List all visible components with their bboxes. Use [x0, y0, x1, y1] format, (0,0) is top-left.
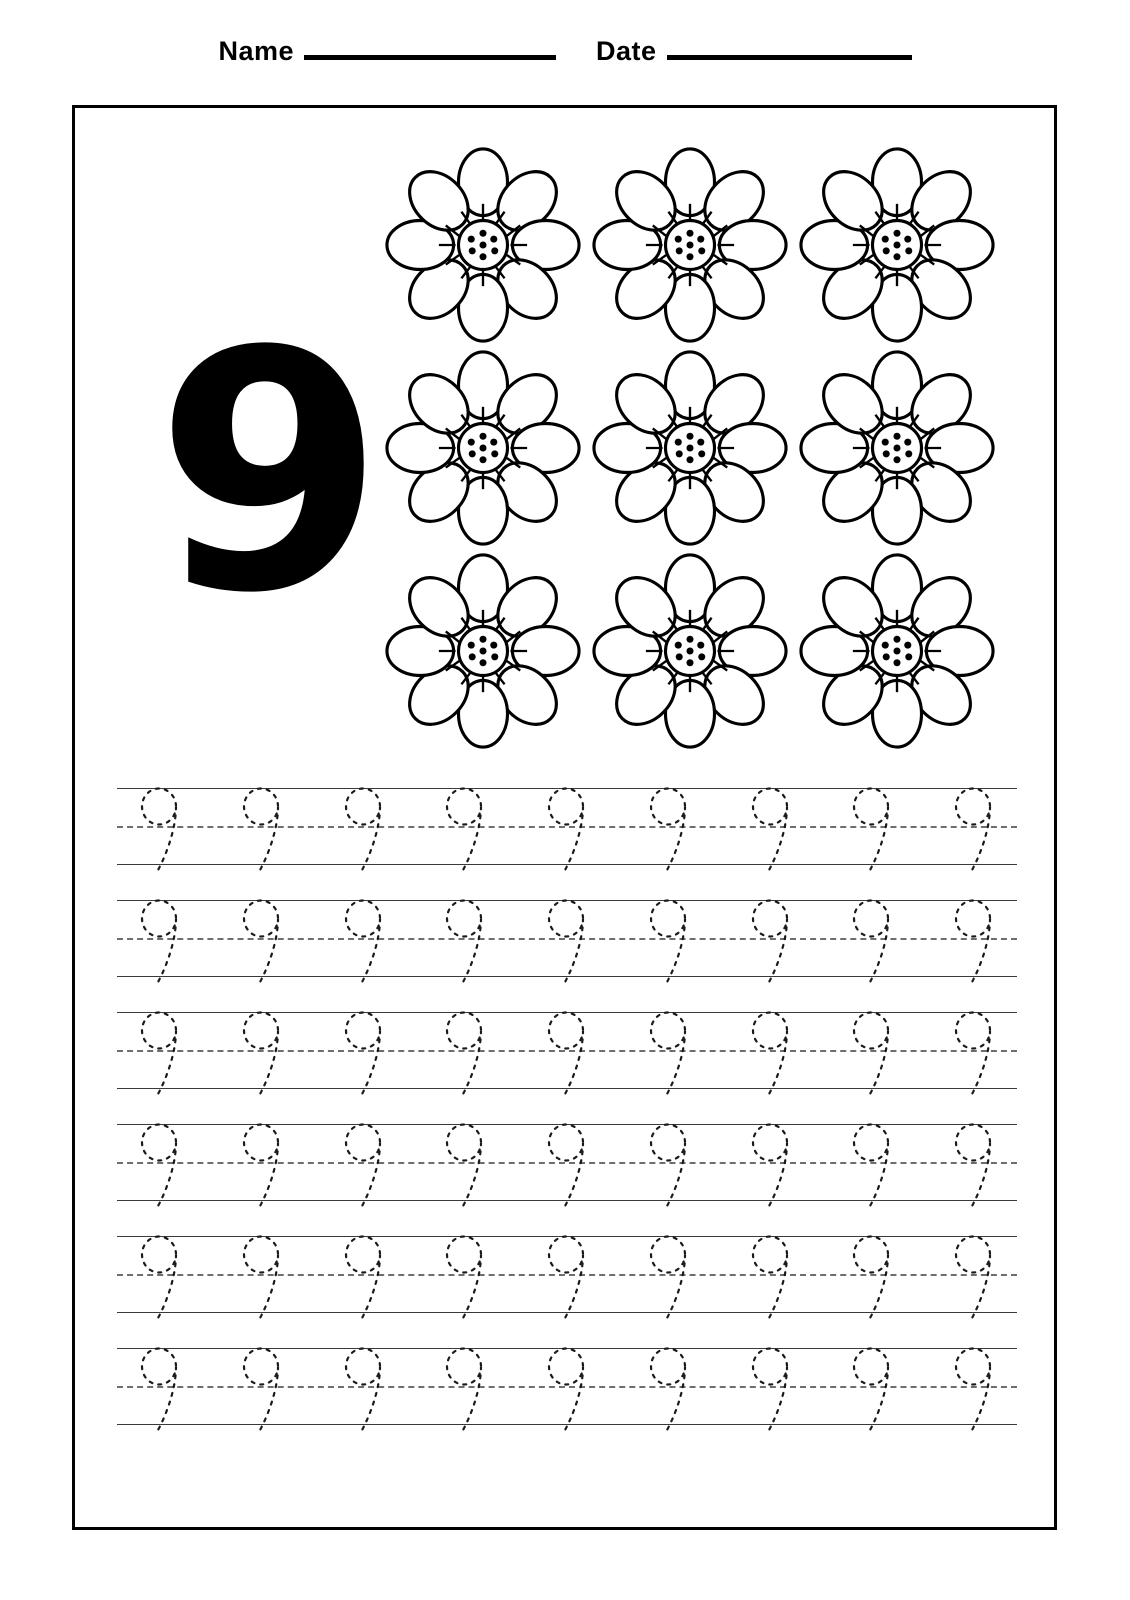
trace-glyph-9[interactable]: [843, 892, 909, 992]
trace-glyph-9[interactable]: [640, 892, 706, 992]
tracing-row[interactable]: [117, 892, 1017, 997]
big-numeral: 9: [155, 281, 385, 665]
number-illustration-area: [75, 108, 1054, 773]
tracing-practice-area[interactable]: [117, 780, 1017, 1452]
trace-glyph-9[interactable]: [131, 1228, 197, 1328]
tracing-glyph-row[interactable]: [131, 1116, 1011, 1221]
trace-glyph-9[interactable]: [335, 1004, 401, 1104]
trace-glyph-9[interactable]: [640, 1228, 706, 1328]
tracing-row[interactable]: [117, 1116, 1017, 1221]
trace-glyph-9[interactable]: [843, 1004, 909, 1104]
worksheet-frame: [72, 105, 1057, 1530]
tracing-glyph-row[interactable]: [131, 1340, 1011, 1445]
trace-glyph-9[interactable]: [538, 1340, 604, 1440]
trace-glyph-9[interactable]: [233, 892, 299, 992]
trace-glyph-9[interactable]: [436, 1004, 502, 1104]
tracing-row[interactable]: [117, 1004, 1017, 1109]
trace-glyph-9[interactable]: [538, 1004, 604, 1104]
trace-glyph-9[interactable]: [945, 1228, 1011, 1328]
trace-glyph-9[interactable]: [538, 892, 604, 992]
flower-grid: [380, 143, 1000, 752]
trace-glyph-9[interactable]: [233, 1228, 299, 1328]
trace-glyph-9[interactable]: [335, 1116, 401, 1216]
trace-glyph-9[interactable]: [436, 1228, 502, 1328]
flower-icon: [799, 553, 995, 749]
trace-glyph-9[interactable]: [742, 780, 808, 880]
flower-icon: [592, 553, 788, 749]
name-write-line[interactable]: [304, 37, 556, 60]
trace-glyph-9[interactable]: [640, 1340, 706, 1440]
trace-glyph-9[interactable]: [742, 1116, 808, 1216]
trace-glyph-9[interactable]: [742, 892, 808, 992]
trace-glyph-9[interactable]: [742, 1228, 808, 1328]
trace-glyph-9[interactable]: [742, 1340, 808, 1440]
flower-icon: [385, 350, 581, 546]
trace-glyph-9[interactable]: [843, 1340, 909, 1440]
trace-glyph-9[interactable]: [843, 780, 909, 880]
flower-icon: [592, 350, 788, 546]
tracing-row[interactable]: [117, 1228, 1017, 1333]
trace-glyph-9[interactable]: [945, 780, 1011, 880]
trace-glyph-9[interactable]: [233, 780, 299, 880]
trace-glyph-9[interactable]: [945, 892, 1011, 992]
trace-glyph-9[interactable]: [538, 1228, 604, 1328]
flower-icon: [385, 553, 581, 749]
flower-icon: [799, 147, 995, 343]
trace-glyph-9[interactable]: [742, 1004, 808, 1104]
trace-glyph-9[interactable]: [131, 1116, 197, 1216]
trace-glyph-9[interactable]: [131, 892, 197, 992]
trace-glyph-9[interactable]: [335, 892, 401, 992]
flower-icon: [385, 147, 581, 343]
flower-icon: [799, 350, 995, 546]
tracing-glyph-row[interactable]: [131, 892, 1011, 997]
trace-glyph-9[interactable]: [436, 1340, 502, 1440]
trace-glyph-9[interactable]: [945, 1340, 1011, 1440]
trace-glyph-9[interactable]: [640, 780, 706, 880]
trace-glyph-9[interactable]: [640, 1004, 706, 1104]
trace-glyph-9[interactable]: [131, 780, 197, 880]
trace-glyph-9[interactable]: [233, 1340, 299, 1440]
trace-glyph-9[interactable]: [131, 1004, 197, 1104]
trace-glyph-9[interactable]: [538, 780, 604, 880]
trace-glyph-9[interactable]: [945, 1116, 1011, 1216]
name-label: Name: [218, 36, 294, 66]
trace-glyph-9[interactable]: [843, 1228, 909, 1328]
trace-glyph-9[interactable]: [945, 1004, 1011, 1104]
name-field: [218, 36, 556, 66]
flower-icon: [592, 147, 788, 343]
trace-glyph-9[interactable]: [335, 1228, 401, 1328]
trace-glyph-9[interactable]: [233, 1004, 299, 1104]
tracing-glyph-row[interactable]: [131, 780, 1011, 885]
worksheet-header: [0, 36, 1130, 88]
trace-glyph-9[interactable]: [538, 1116, 604, 1216]
date-write-line[interactable]: [667, 37, 912, 60]
trace-glyph-9[interactable]: [233, 1116, 299, 1216]
tracing-row[interactable]: [117, 780, 1017, 885]
trace-glyph-9[interactable]: [436, 780, 502, 880]
trace-glyph-9[interactable]: [335, 780, 401, 880]
trace-glyph-9[interactable]: [640, 1116, 706, 1216]
trace-glyph-9[interactable]: [335, 1340, 401, 1440]
tracing-row[interactable]: [117, 1340, 1017, 1445]
date-field: [596, 36, 912, 66]
date-label: Date: [596, 36, 657, 66]
tracing-glyph-row[interactable]: [131, 1004, 1011, 1109]
trace-glyph-9[interactable]: [436, 1116, 502, 1216]
trace-glyph-9[interactable]: [131, 1340, 197, 1440]
tracing-glyph-row[interactable]: [131, 1228, 1011, 1333]
trace-glyph-9[interactable]: [436, 892, 502, 992]
trace-glyph-9[interactable]: [843, 1116, 909, 1216]
